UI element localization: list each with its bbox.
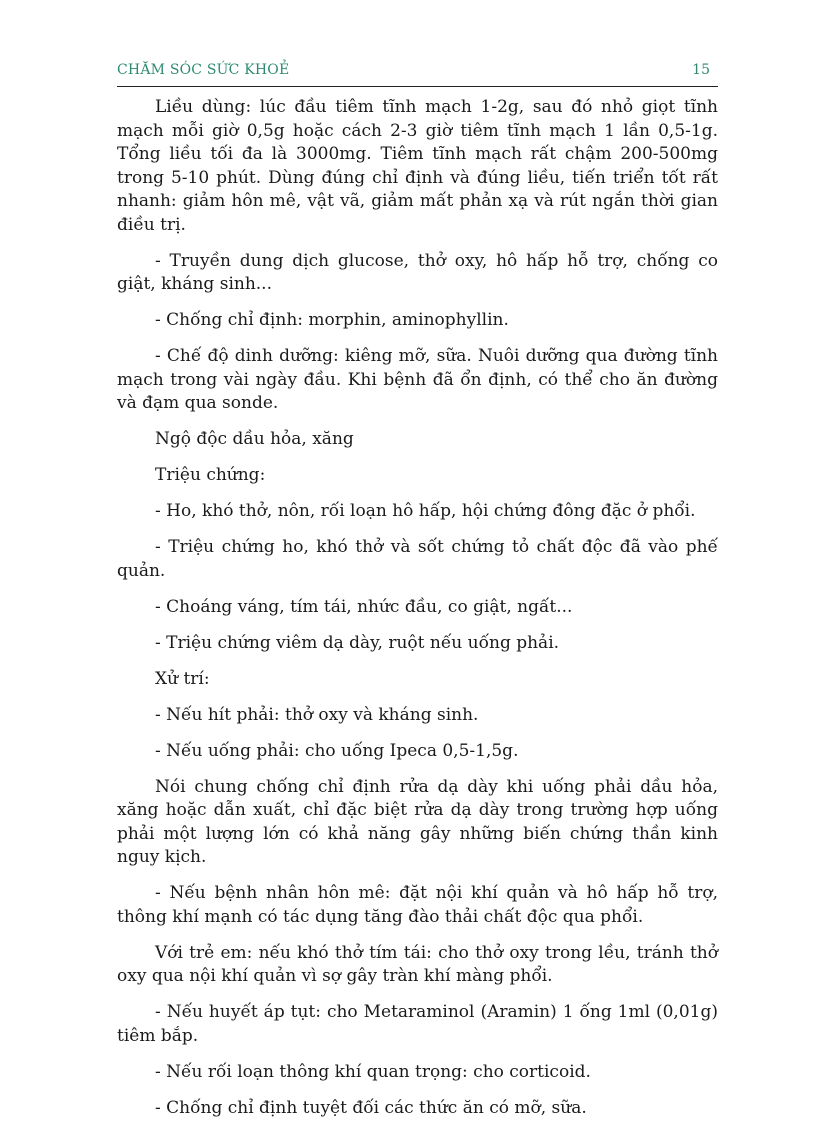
- header-rule: [117, 86, 718, 87]
- running-header: [117, 62, 718, 82]
- symptom-item: - Ho, khó thở, nôn, rối loạn hô hấp, hội chứng đông đặc ở phổi.: [155, 501, 696, 521]
- treatment-item: - Nếu rối loạn thông khí quan trọng: cho corticoid.: [155, 1061, 591, 1082]
- section-heading-kerosene-poisoning: Ngộ độc dầu hỏa, xăng: [155, 429, 354, 449]
- treatment-item: - Nếu huyết áp tụt: cho Metaraminol (Aramin) 1 ống 1ml (0,01g) tiêm bắp.: [117, 1002, 718, 1046]
- paragraph-dosage: Liều dùng: lúc đầu tiêm tĩnh mạch 1-2g, sau đó nhỏ giọt tĩnh mạch mỗi giờ 0,5g hoặc cách 2-3 giờ tiêm tĩnh mạch 1 lần 0,5-1g. Tổng liều tối đa là 3000mg. Tiêm tĩnh mạch rất chậm 200-500mg trong 5-10 phút. Dùng đúng chỉ định và đúng liều, tiến triển tốt rất nhanh: giảm hôn mê, vật vã, giảm mất phản xạ và rút ngắn thời gian điều trị.: [117, 97, 718, 235]
- paragraph-gastric-lavage: Nói chung chống chỉ định rửa dạ dày khi uống phải dầu hỏa, xăng hoặc dẫn xuất, chỉ đặc biệt rửa dạ dày trong trường hợp uống phải một lượng lớn có khả năng gây những biến chứng thần kinh nguy kịch.: [117, 776, 718, 867]
- symptom-item: - Choáng váng, tím tái, nhức đầu, co giật, ngất...: [155, 596, 573, 617]
- symptom-item: - Triệu chứng viêm dạ dày, ruột nếu uống phải.: [155, 632, 560, 653]
- treatment-item: - Nếu uống phải: cho uống Ipeca 0,5-1,5g.: [155, 740, 519, 761]
- symptom-item: - Triệu chứng ho, khó thở và sốt chứng tỏ chất độc đã vào phế quản.: [117, 537, 718, 581]
- page-body: [117, 96, 718, 1133]
- paragraph-children: Với trẻ em: nếu khó thở tím tái: cho thở oxy trong lều, tránh thở oxy qua nội khí quản vì sợ gây tràn khí màng phổi.: [117, 942, 718, 986]
- treatment-item: - Chống chỉ định tuyệt đối các thức ăn có mỡ, sữa.: [155, 1097, 587, 1118]
- subheading-treatment: Xử trí:: [155, 668, 210, 689]
- treatment-item: - Nếu bệnh nhân hôn mê: đặt nội khí quản và hô hấp hỗ trợ, thông khí mạnh có tác dụng tăng đào thải chất độc qua phổi.: [117, 883, 718, 927]
- paragraph-contraindication: - Chống chỉ định: morphin, aminophyllin.: [155, 310, 509, 330]
- treatment-item: - Nếu hít phải: thở oxy và kháng sinh.: [155, 704, 479, 725]
- page-number: 15: [692, 62, 710, 78]
- paragraph-infusion: - Truyền dung dịch glucose, thở oxy, hô hấp hỗ trợ, chống co giật, kháng sinh...: [117, 250, 718, 294]
- header-title: CHĂM SÓC SỨC KHOẺ: [117, 62, 290, 78]
- paragraph-nutrition: - Chế độ dinh dưỡng: kiêng mỡ, sữa. Nuôi dưỡng qua đường tĩnh mạch trong vài ngày đầu. Khi bệnh đã ổn định, có thể cho ăn đường và đạm qua sonde.: [117, 346, 718, 413]
- subheading-symptoms: Triệu chứng:: [155, 465, 266, 485]
